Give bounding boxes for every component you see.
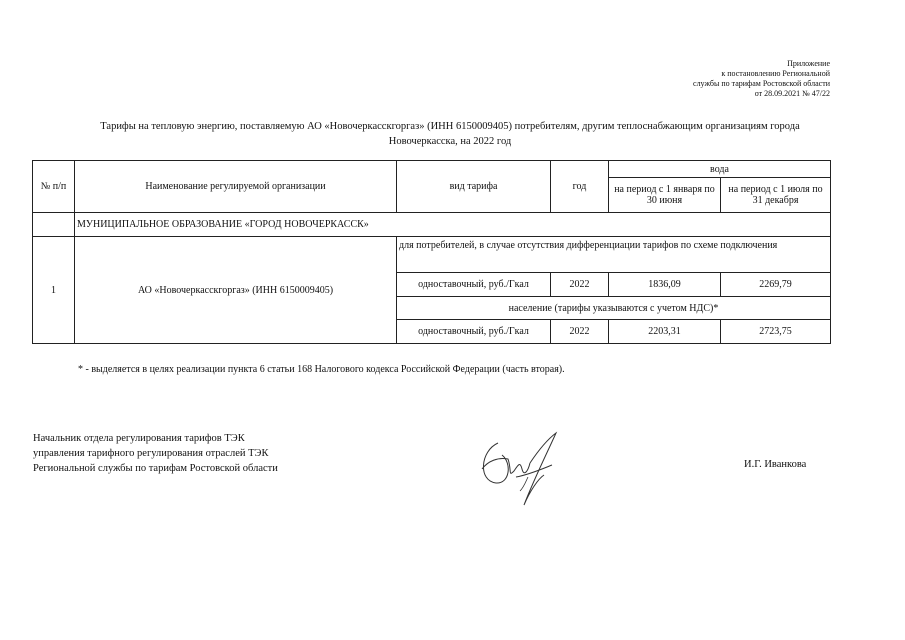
document-title [30,119,870,149]
period-1-value: 1836,09 [609,273,721,297]
title-line-1: Тарифы на тепловую энергию, поставляемую АО «Новочеркасскгоргаз» (ИНН 6150009405) потребителям, другим теплоснабжающим организациям города [100,121,800,132]
period-1-value: 2203,31 [609,320,721,344]
handwritten-signature [468,421,568,516]
appendix-note [693,59,830,99]
period-2-value: 2269,79 [721,273,831,297]
section-row-1 [33,237,831,273]
section-consumers: для потребителей, в случае отсутствия дифференциации тарифов по схеме подключения [397,237,831,273]
municipality-name: МУНИЦИПАЛЬНОЕ ОБРАЗОВАНИЕ «ГОРОД НОВОЧЕРКАССК» [75,213,831,237]
header-water: вода [609,161,831,178]
appendix-line-3: службы по тарифам Ростовской области [693,79,830,88]
tariff-type-cell: одноставочный, руб./Гкал [397,273,551,297]
municipality-row [33,213,831,237]
header-org: Наименование регулируемой организации [75,161,397,213]
header-num: № п/п [33,161,75,213]
position-line-2: управления тарифного регулирования отраслей ТЭК [33,448,269,459]
signer-name: И.Г. Иванкова [744,459,807,470]
title-line-2: Новочеркасска, на 2022 год [388,136,512,147]
header-row-1 [33,161,831,178]
appendix-line-4: от 28.09.2021 № 47/22 [754,89,830,98]
section-population: население (тарифы указываются с учетом НДС)* [397,297,831,320]
organization-name: АО «Новочеркасскгоргаз» (ИНН 6150009405) [75,237,397,344]
header-period-2: на период с 1 июля по 31 декабря [721,178,831,213]
position-line-1: Начальник отдела регулирования тарифов ТЭК [33,433,245,444]
header-year: год [551,161,609,213]
year-cell: 2022 [551,320,609,344]
municipality-num-cell [33,213,75,237]
signatory-position [33,431,278,476]
position-line-3: Региональной службы по тарифам Ростовской области [33,463,278,474]
tariff-table [32,160,831,344]
appendix-line-2: к постановлению Региональной [721,69,830,78]
header-period-1: на период с 1 января по 30 июня [609,178,721,213]
row-number: 1 [33,237,75,344]
header-tariff-type: вид тарифа [397,161,551,213]
footnote: * - выделяется в целях реализации пункта 6 статьи 168 Налогового кодекса Российской Федерации (часть вторая). [78,364,565,375]
year-cell: 2022 [551,273,609,297]
period-2-value: 2723,75 [721,320,831,344]
tariff-type-cell: одноставочный, руб./Гкал [397,320,551,344]
appendix-line-1: Приложение [787,59,830,68]
